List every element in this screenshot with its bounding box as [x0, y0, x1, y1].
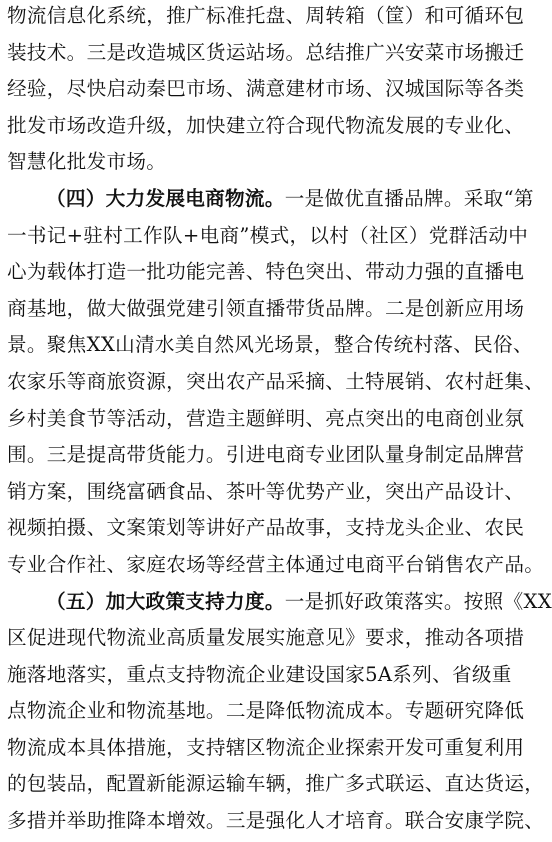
- text-line: [7, 803, 545, 840]
- body-text: 物流成本具体措施，支持辖区物流企业探索开发可重复利用: [7, 735, 525, 759]
- body-text: 商基地，做大做强党建引领直播带货品牌。二是创新应用场: [7, 296, 525, 320]
- text-line: [7, 35, 525, 72]
- text-line: [7, 730, 525, 767]
- text-line: [7, 254, 525, 291]
- section-heading: （四）大力发展电商物流。: [46, 186, 285, 210]
- body-text: 专业合作社、家庭农场等经营主体通过电商平台销售农产品。: [7, 552, 545, 576]
- body-text: 景。聚焦XX山清水美自然风光场景，整合传统村落、民俗、: [7, 333, 533, 357]
- body-text: 销方案，围绕富硒食品、茶叶等优势产业，突出产品设计、: [7, 479, 525, 503]
- text-line: [7, 144, 508, 181]
- paragraph-first-line: [7, 584, 552, 621]
- body-text: 点物流企业和物流基地。二是降低物流成本。专题研究降低: [7, 699, 525, 723]
- document-body: [7, 0, 552, 840]
- section-heading: （五）加大政策支持力度。: [46, 589, 285, 613]
- body-text: 农家乐等商旅资源，突出农产品采摘、土特展销、农村赶集、: [7, 369, 545, 393]
- body-text: 批发市场改造升级，加快建立符合现代物流发展的专业化、: [7, 113, 525, 137]
- text-line: [7, 437, 525, 474]
- body-text: 一是做优直播品牌。采取“第: [284, 186, 534, 210]
- body-text: 区促进现代物流业高质量发展实施意见》要求，推动各项措: [7, 626, 525, 650]
- body-text: 多措并举助推降本增效。三是强化人才培育。联合安康学院、: [7, 809, 545, 833]
- body-text: 乡村美食节等活动，营造主题鲜明、亮点突出的电商创业氛: [7, 406, 525, 430]
- body-text: 智慧化批发市场。: [7, 150, 167, 174]
- text-line: [7, 510, 525, 547]
- body-text: 围。三是提高带货能力。引进电商专业团队量身制定品牌营: [7, 443, 525, 467]
- text-line: [7, 693, 525, 730]
- text-line: [7, 364, 545, 401]
- body-text: 施落地落实，重点支持物流企业建设国家5A系列、省级重: [7, 662, 512, 686]
- body-text: 一是抓好政策落实。按照《XX: [284, 589, 552, 613]
- paragraph-first-line: [7, 181, 534, 218]
- text-line: [7, 766, 545, 803]
- text-line: [7, 71, 525, 108]
- text-line: [7, 401, 525, 438]
- text-line: [7, 474, 525, 511]
- body-text: 一书记+驻村工作队+电商”模式，以村（社区）党群活动中: [7, 223, 529, 247]
- text-line: [7, 108, 525, 145]
- body-text: 物流信息化系统，推广标准托盘、周转箱（筐）和可循环包: [7, 4, 525, 27]
- body-text: 经验，尽快启动秦巴市场、满意建材市场、汉城国际等各类: [7, 77, 525, 101]
- text-line: [7, 620, 525, 657]
- body-text: 视频拍摄、文案策划等讲好产品故事，支持龙头企业、农民: [7, 516, 525, 540]
- text-line: [7, 0, 525, 35]
- body-text: 的包装品，配置新能源运输车辆，推广多式联运、直达货运，: [7, 772, 545, 796]
- text-line: [7, 657, 512, 694]
- body-text: 心为载体打造一批功能完善、特色突出、带动力强的直播电: [7, 260, 525, 284]
- text-line: [7, 218, 529, 255]
- text-line: [7, 547, 545, 584]
- text-line: [7, 327, 533, 364]
- body-text: 装技术。三是改造城区货运站场。总结推广兴安菜市场搬迁: [7, 40, 525, 64]
- text-line: [7, 291, 525, 328]
